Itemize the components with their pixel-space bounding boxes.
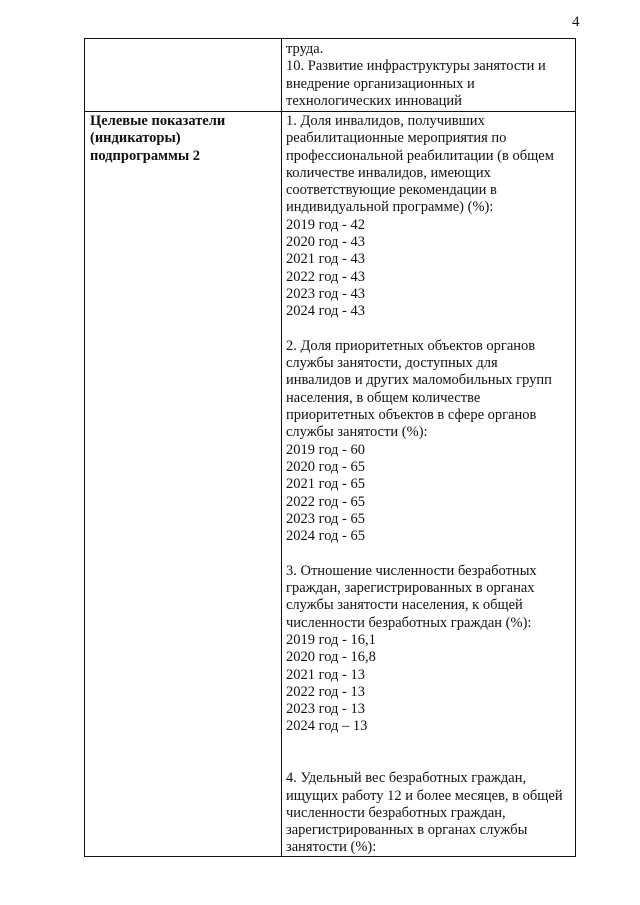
year-value: 2022 год - 13	[286, 683, 365, 700]
year-value: 2020 год - 16,8	[286, 649, 376, 666]
year-value: 2022 год - 65	[286, 493, 365, 510]
indicator-title-line: реабилитационные мероприятия по	[286, 130, 507, 147]
indicator-title-line: занятости (%):	[286, 839, 377, 856]
indicator-title-line: службы занятости (%):	[286, 424, 428, 441]
indicator-title-line: количестве инвалидов, имеющих	[286, 164, 491, 181]
year-value: 2024 год – 13	[286, 718, 368, 735]
year-value: 2021 год - 13	[286, 666, 365, 683]
year-value: 2019 год - 16,1	[286, 631, 376, 648]
indicator-title-line: 3. Отношение численности безработных	[286, 562, 537, 579]
page-number: 4	[572, 14, 580, 30]
indicator-title-line: соответствующие рекомендации в	[286, 182, 497, 199]
indicator-title-line: 4. Удельный вес безработных граждан,	[286, 770, 527, 787]
indicator-title-line: службы занятости населения, к общей	[286, 597, 523, 614]
indicator-title-line: службы занятости, доступных для	[286, 355, 498, 372]
indicator-title-line: приоритетных объектов в сфере органов	[286, 407, 537, 424]
label-line: (индикаторы)	[90, 130, 181, 147]
table-row-tasks-continuation	[85, 39, 575, 112]
year-value: 2019 год - 60	[286, 441, 365, 458]
indicator-title-line: зарегистрированных в органах службы	[286, 822, 528, 839]
year-value: 2023 год - 65	[286, 510, 365, 527]
tasks-line: внедрение организационных и	[286, 75, 475, 92]
indicator-4	[286, 770, 569, 856]
target-indicators-content	[286, 113, 569, 874]
tasks-line: труда.	[286, 41, 324, 57]
indicator-2	[286, 338, 569, 546]
year-value: 2023 год - 13	[286, 701, 365, 718]
indicator-title-line: численности безработных граждан (%):	[286, 614, 532, 631]
target-indicators-label	[90, 113, 278, 165]
year-value: 2019 год - 42	[286, 216, 365, 233]
indicator-title-line: численности безработных граждан,	[286, 804, 506, 821]
tasks-line: 10. Развитие инфраструктуры занятости и	[286, 58, 546, 75]
year-value: 2021 год - 43	[286, 251, 365, 268]
indicator-title-line: ищущих работу 12 и более месяцев, в общей	[286, 787, 563, 804]
indicator-title-line: инвалидов и других маломобильных групп	[286, 372, 552, 389]
year-value: 2024 год - 43	[286, 303, 365, 320]
indicator-title-line: населения, в общем количестве	[286, 389, 481, 406]
indicator-3	[286, 563, 569, 736]
indicator-title-line: 1. Доля инвалидов, получивших	[286, 113, 485, 129]
tasks-line: технологических инноваций	[286, 92, 462, 109]
indicator-title-line: 2. Доля приоритетных объектов органов	[286, 337, 536, 354]
tasks-continuation-cell	[286, 41, 569, 110]
indicator-title-line: индивидуальной программе) (%):	[286, 199, 494, 216]
year-value: 2021 год - 65	[286, 476, 365, 493]
year-value: 2024 год - 65	[286, 528, 365, 545]
indicator-title-line: граждан, зарегистрированных в органах	[286, 580, 535, 597]
year-value: 2020 год - 65	[286, 458, 365, 475]
table-row-target-indicators	[85, 111, 575, 856]
year-value: 2023 год - 43	[286, 285, 365, 302]
indicator-1	[286, 113, 569, 321]
label-line: подпрограммы 2	[90, 147, 201, 164]
label-line: Целевые показатели	[90, 113, 226, 129]
year-value: 2022 год - 43	[286, 268, 365, 285]
passport-table	[84, 38, 576, 857]
indicator-title-line: профессиональной реабилитации (в общем	[286, 147, 554, 164]
year-value: 2020 год - 43	[286, 234, 365, 251]
